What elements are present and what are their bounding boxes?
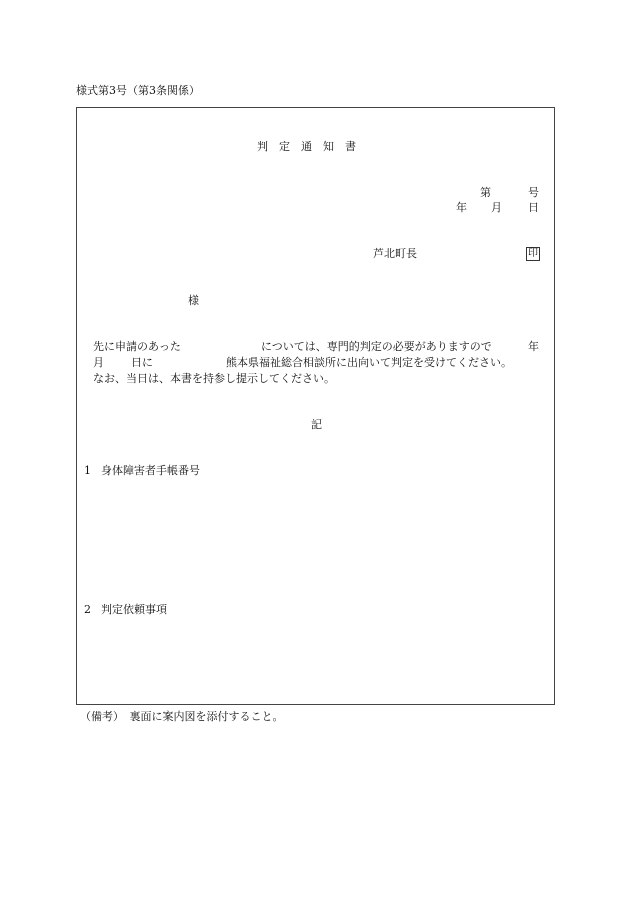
item-1-label: 身体障害者手帳番号 bbox=[101, 464, 200, 477]
item-1-number: 1 bbox=[84, 464, 91, 477]
doc-number-go: 号 bbox=[528, 186, 539, 199]
body-line1-b: については、専門的判定の必要がありますので bbox=[261, 340, 492, 353]
item-2-number: 2 bbox=[84, 603, 91, 616]
remarks: （備考） 裏面に案内図を添付すること。 bbox=[80, 710, 284, 723]
date-year: 年 bbox=[456, 201, 467, 214]
seal-mark: 印 bbox=[528, 248, 538, 259]
item-2-label: 判定依頼事項 bbox=[101, 603, 167, 616]
form-label: 様式第3号（第3条関係） bbox=[76, 84, 200, 97]
addressee-suffix: 様 bbox=[188, 294, 199, 307]
body-line2-month: 月 bbox=[93, 356, 104, 369]
document-title: 判 定 通 知 書 bbox=[257, 140, 356, 153]
date-month: 月 bbox=[491, 201, 502, 214]
body-line1-year: 年 bbox=[528, 340, 539, 353]
body-line3: なお、当日は、本書を持参し提示してください。 bbox=[93, 372, 335, 385]
body-line2-day: 日に bbox=[131, 356, 153, 369]
doc-number-dai: 第 bbox=[480, 186, 491, 199]
body-line1-a: 先に申請のあった bbox=[93, 340, 181, 353]
issuer-name: 芦北町長 bbox=[373, 247, 417, 260]
body-line2-b: 熊本県福祉総合相談所に出向いて判定を受けてください。 bbox=[226, 356, 512, 369]
ki-mark: 記 bbox=[311, 418, 322, 431]
date-day: 日 bbox=[528, 201, 539, 214]
